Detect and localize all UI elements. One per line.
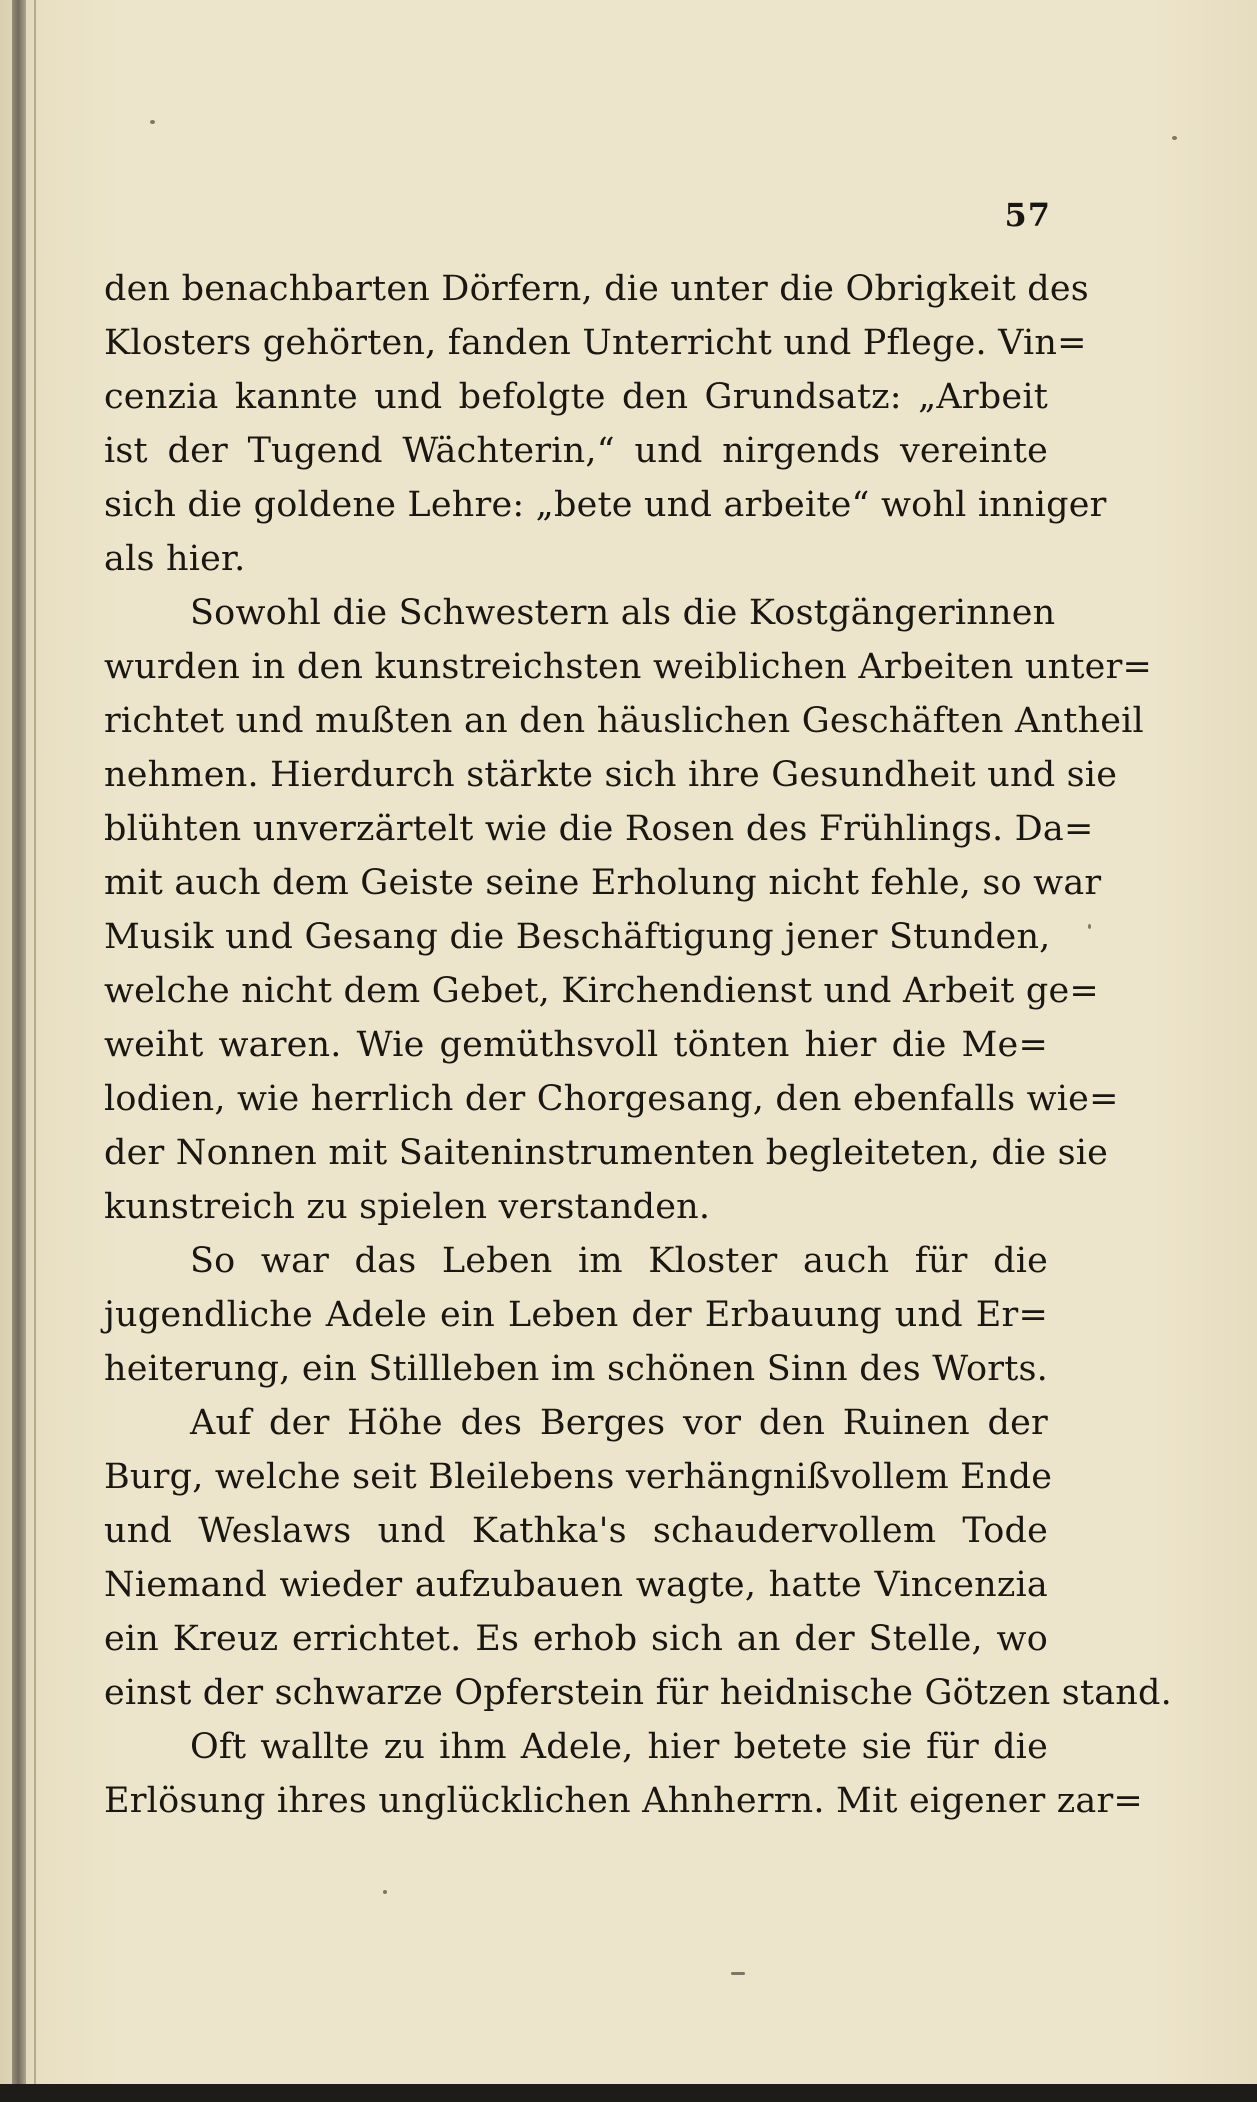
text-line: jugendliche Adele ein Leben der Erbauung und Er= (104, 1295, 1048, 1335)
text-line: blühten unverzärtelt wie die Rosen des Frühlings. Da= (104, 809, 1094, 849)
scan-bottom-border (0, 2084, 1257, 2102)
text-line: cenzia kannte und befolgte den Grundsatz: „Arbeit (104, 377, 1048, 417)
text-line: heiterung, ein Stillleben im schönen Sinn des Worts. (104, 1349, 1048, 1389)
page-gutter-line (34, 0, 36, 2102)
text-line: Auf der Höhe des Berges vor den Ruinen der (190, 1403, 1048, 1443)
text-line: Burg, welche seit Bleilebens verhängnißvollem Ende (104, 1457, 1053, 1497)
paper-speck (150, 120, 155, 124)
text-line: Erlösung ihres unglücklichen Ahnherrn. Mit eigener zar= (104, 1781, 1143, 1821)
text-line: richtet und mußten an den häuslichen Geschäften Antheil (104, 701, 1144, 741)
text-line: mit auch dem Geiste seine Erholung nicht fehle, so war (104, 863, 1102, 903)
body-text (104, 262, 1172, 1828)
text-line: wurden in den kunstreichsten weiblichen Arbeiten unter= (104, 647, 1153, 687)
text-line: ein Kreuz errichtet. Es erhob sich an der Stelle, wo (104, 1619, 1048, 1659)
text-line: welche nicht dem Gebet, Kirchendienst und Arbeit ge= (104, 971, 1099, 1011)
text-line: Oft wallte zu ihm Adele, hier betete sie für die (190, 1727, 1048, 1767)
text-line: ist der Tugend Wächterin,“ und nirgends vereinte (104, 431, 1048, 471)
text-line: als hier. (104, 539, 246, 579)
text-line: Sowohl die Schwestern als die Kostgängerinnen (190, 593, 1056, 633)
text-line: nehmen. Hierdurch stärkte sich ihre Gesundheit und sie (104, 755, 1118, 795)
text-line: Klosters gehörten, fanden Unterricht und Pflege. Vin= (104, 323, 1087, 363)
page-number: 57 (1004, 196, 1051, 234)
book-spine-shadow (12, 0, 26, 2102)
paper-speck (1088, 924, 1091, 929)
paper-speck (1172, 136, 1177, 140)
text-line: kunstreich zu spielen verstanden. (104, 1187, 711, 1227)
text-line: Niemand wieder aufzubauen wagte, hatte Vincenzia (104, 1565, 1048, 1605)
text-line: den benachbarten Dörfern, die unter die Obrigkeit des (104, 269, 1089, 309)
text-line: und Weslaws und Kathka's schaudervollem Tode (104, 1511, 1048, 1551)
text-line: So war das Leben im Kloster auch für die (190, 1241, 1048, 1281)
text-line: sich die goldene Lehre: „bete und arbeite“ wohl inniger (104, 485, 1107, 525)
text-line: einst der schwarze Opferstein für heidnische Götzen stand. (104, 1673, 1172, 1713)
text-line: lodien, wie herrlich der Chorgesang, den ebenfalls wie= (104, 1079, 1119, 1119)
text-line: der Nonnen mit Saiteninstrumenten begleiteten, die sie (104, 1133, 1109, 1173)
text-line: weiht waren. Wie gemüthsvoll tönten hier die Me= (104, 1025, 1048, 1065)
paper-speck (383, 1890, 387, 1894)
paper-speck (731, 1972, 745, 1975)
text-line: Musik und Gesang die Beschäftigung jener Stunden, (104, 917, 1051, 957)
